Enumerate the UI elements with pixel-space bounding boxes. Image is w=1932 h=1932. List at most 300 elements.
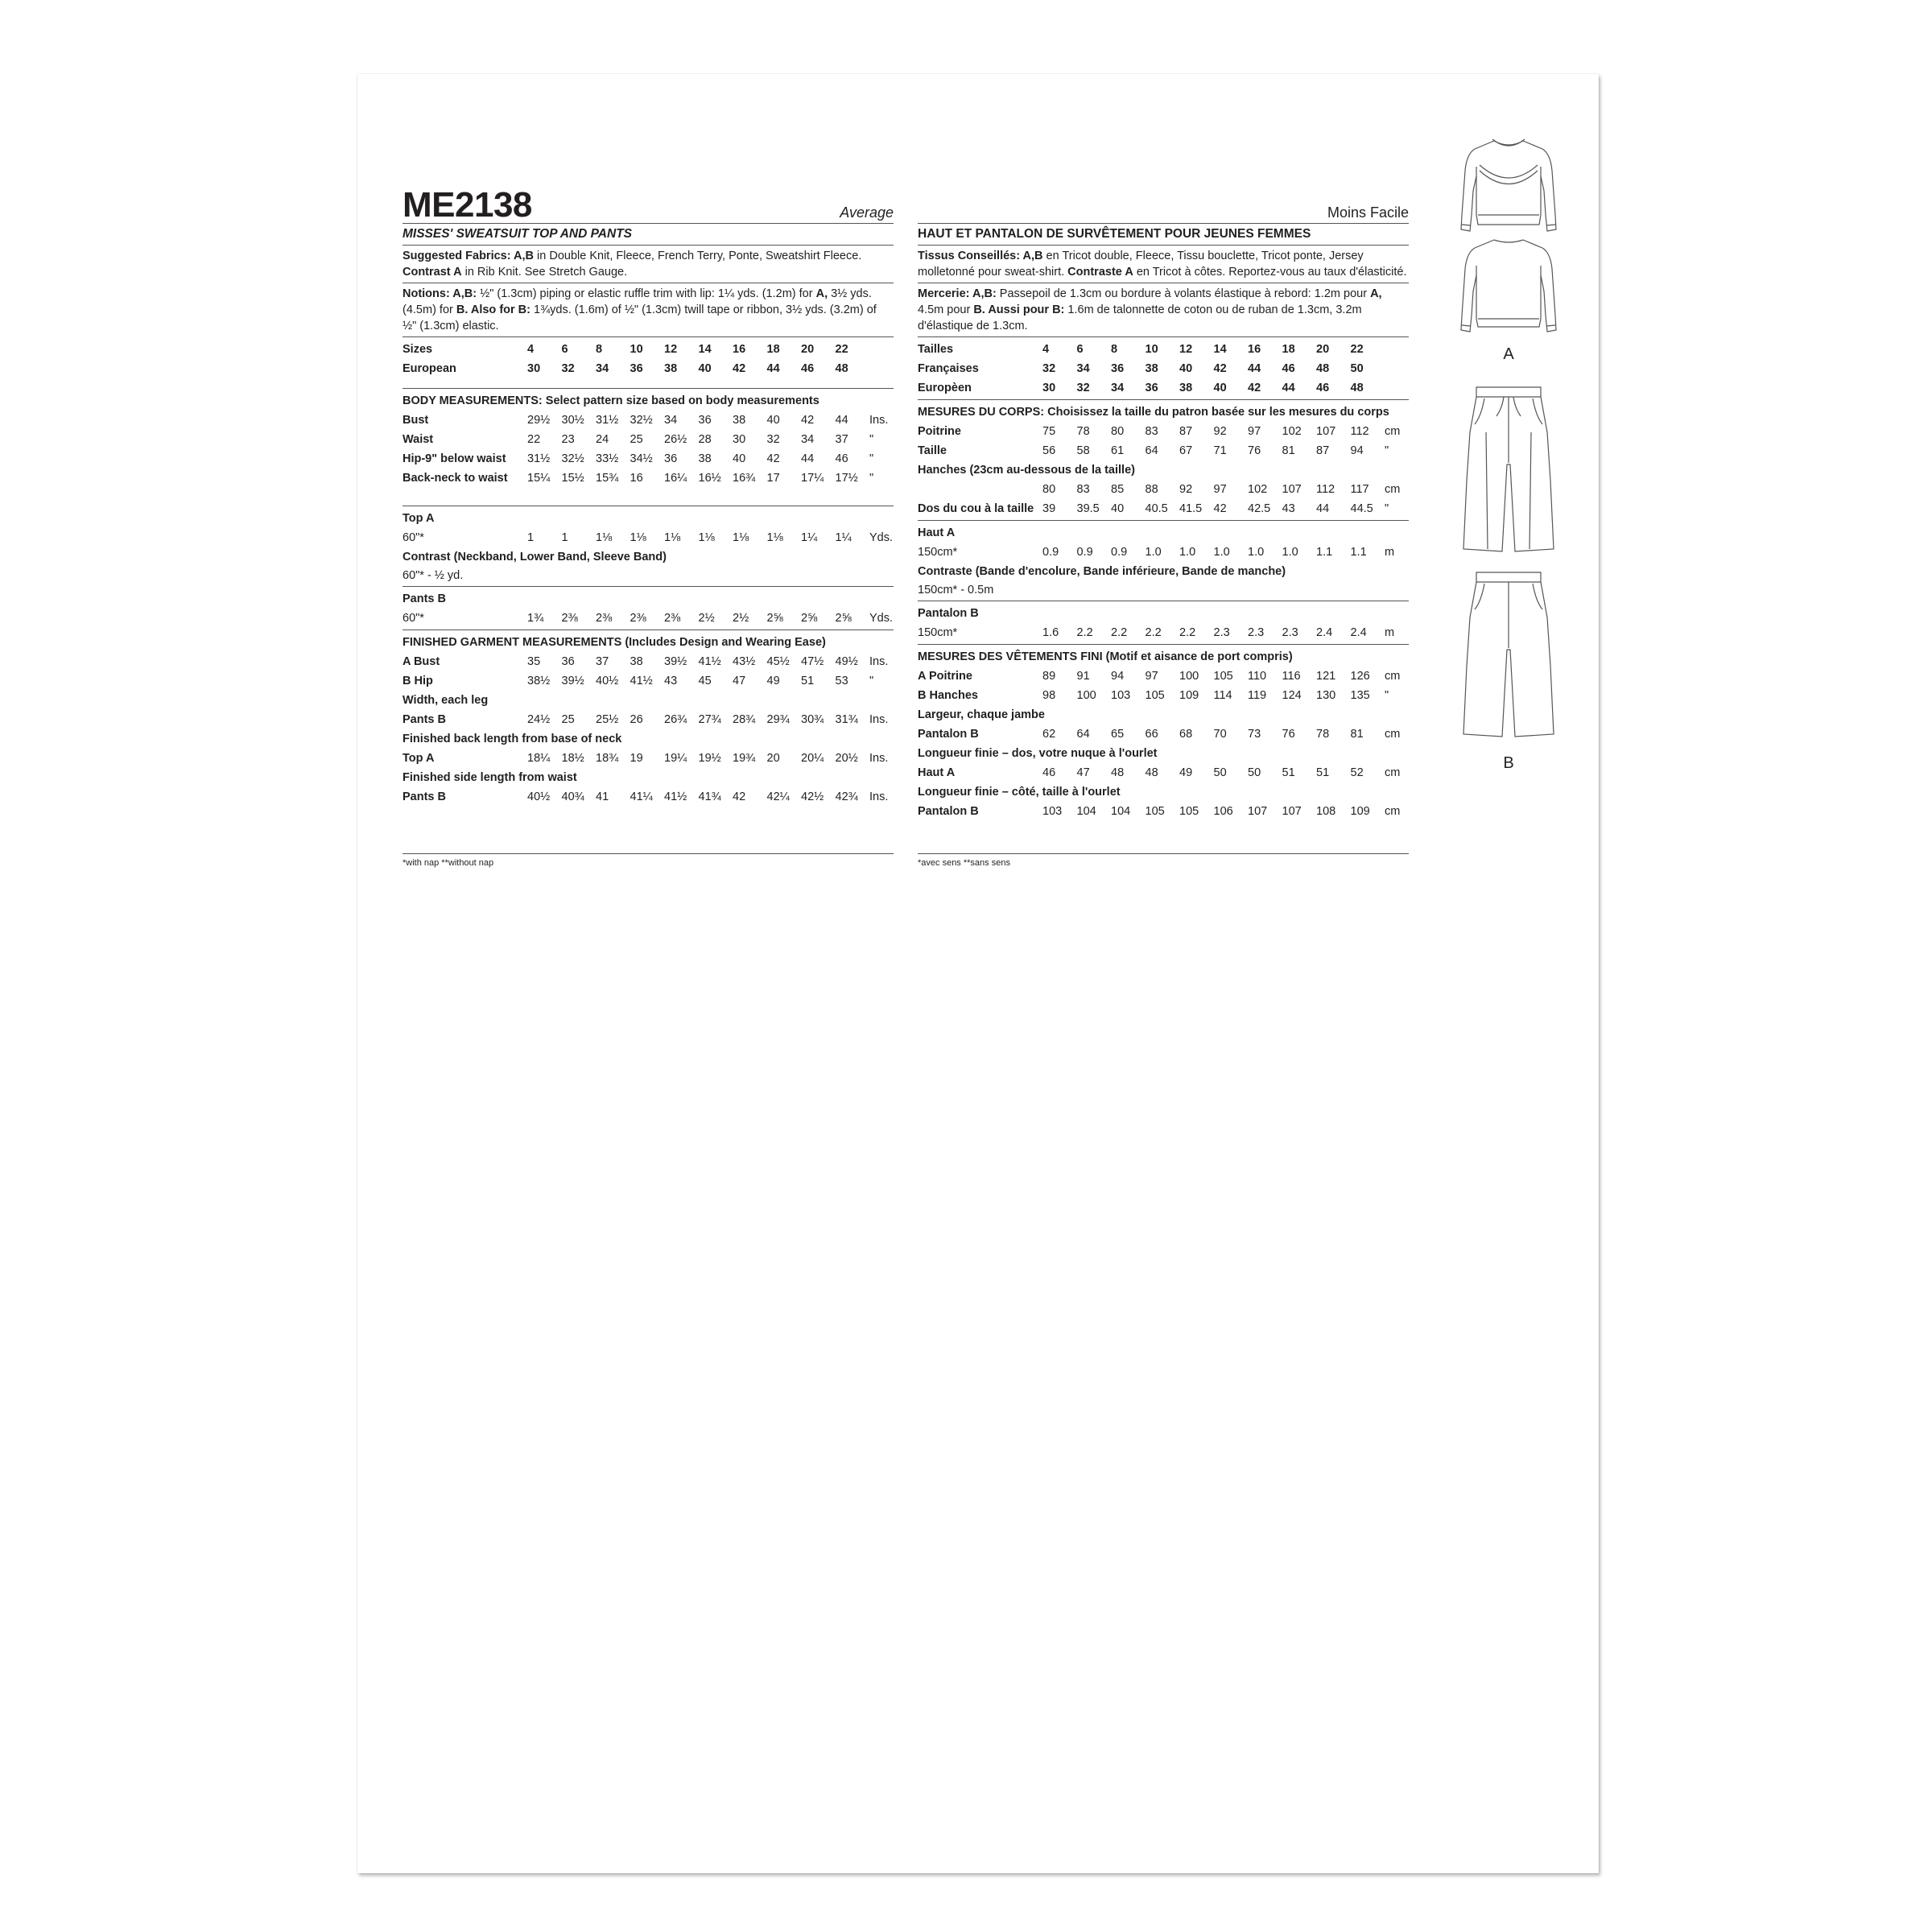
measure-row xyxy=(918,499,1409,518)
cell-value: 1.0 xyxy=(1282,546,1298,559)
cell-value: 1.0 xyxy=(1145,546,1162,559)
cell-value: 80 xyxy=(1042,483,1056,496)
unit-label: Yds. xyxy=(869,531,894,544)
measure-row xyxy=(918,802,1409,821)
row-values xyxy=(1042,378,1385,398)
cell-value: 61 xyxy=(1111,444,1125,457)
size-value: 34 xyxy=(1111,382,1125,394)
cell-value: 108 xyxy=(1316,805,1336,818)
finished-measurements-section xyxy=(918,645,1409,823)
footnote: *with nap **without nap xyxy=(402,853,894,868)
cell-value: 36 xyxy=(698,414,712,427)
cell-value: 73 xyxy=(1248,728,1261,741)
french-header xyxy=(918,183,1409,224)
size-value: 18 xyxy=(766,343,780,356)
cell-value: 49½ xyxy=(835,655,858,668)
row-label: A Bust xyxy=(402,655,440,668)
subsection-title: Longueur finie – dos, votre nuque à l'ourlet xyxy=(918,747,1158,760)
cell-value: 38 xyxy=(733,414,746,427)
notions-view-a: A, xyxy=(1370,287,1382,300)
pattern-title: HAUT ET PANTALON DE SURVÊTEMENT POUR JEUNES FEMMES xyxy=(918,224,1409,246)
pattern-title: MISSES' SWEATSUIT TOP AND PANTS xyxy=(402,224,894,246)
cell-value: 64 xyxy=(1145,444,1158,457)
size-value: 38 xyxy=(1179,382,1193,394)
unit-label: cm xyxy=(1385,670,1401,683)
cell-value: 20½ xyxy=(835,752,858,765)
cell-value: 38½ xyxy=(527,675,551,687)
cell-value: 42¾ xyxy=(835,791,858,803)
subsection-title: Finished back length from base of neck xyxy=(402,733,622,745)
notions-label: Notions: A,B: xyxy=(402,287,477,300)
cell-value: 2.3 xyxy=(1213,626,1230,639)
cell-value: 38 xyxy=(698,452,712,465)
measure-row xyxy=(918,686,1409,705)
cell-value: 39½ xyxy=(664,655,687,668)
cell-value: 26 xyxy=(630,713,643,726)
contrast-label: Contrast (Neckband, Lower Band, Sleeve Band) xyxy=(402,551,667,564)
row-label: Pantalon B xyxy=(918,728,979,741)
cell-value: 41¼ xyxy=(630,791,653,803)
row-label: Back-neck to waist xyxy=(402,472,508,485)
cell-value: 1⅛ xyxy=(698,531,715,544)
section-title: Pants B xyxy=(402,592,446,605)
notions-view-b: B. Also for B: xyxy=(456,303,530,316)
cell-value: 18¼ xyxy=(527,752,551,765)
yardage-row xyxy=(918,543,1409,562)
cell-value: 48 xyxy=(1145,766,1158,779)
european-sizes-row xyxy=(918,378,1409,398)
row-values xyxy=(527,340,869,359)
cell-value: 16½ xyxy=(698,472,721,485)
cell-value: 40 xyxy=(1111,502,1125,515)
size-value: 30 xyxy=(1042,382,1056,394)
section-title: MESURES DU CORPS: Choisissez la taille du patron basée sur les mesures du corps xyxy=(918,406,1389,419)
cell-value: 17¼ xyxy=(801,472,824,485)
subsection-title: Longueur finie – côté, taille à l'ourlet xyxy=(918,786,1121,799)
sizes-row xyxy=(918,340,1409,359)
cell-value: 2.3 xyxy=(1282,626,1298,639)
unit-label: " xyxy=(869,452,874,465)
size-value: 36 xyxy=(1145,382,1158,394)
cell-value: 100 xyxy=(1179,670,1199,683)
cell-value: 31¾ xyxy=(835,713,858,726)
cell-value: 24 xyxy=(596,433,609,446)
row-label: Dos du cou à la taille xyxy=(918,502,1034,515)
row-label xyxy=(918,480,1042,499)
row-label: Haut A xyxy=(918,766,956,779)
cell-value: 47 xyxy=(1076,766,1090,779)
cell-value: 1.6 xyxy=(1042,626,1059,639)
european-sizes-row xyxy=(402,359,894,378)
size-value: 6 xyxy=(1076,343,1084,356)
cell-value: 1⅛ xyxy=(630,531,646,544)
size-value: 34 xyxy=(1076,362,1090,375)
cell-value: 29½ xyxy=(527,414,551,427)
cell-value: 40¾ xyxy=(561,791,584,803)
measure-row xyxy=(918,763,1409,782)
contrast-note: 150cm* - 0.5m xyxy=(918,584,994,597)
unit-label: Yds. xyxy=(869,612,894,625)
cell-value: 81 xyxy=(1282,444,1295,457)
size-value: 42 xyxy=(1248,382,1261,394)
cell-value: 17 xyxy=(766,472,780,485)
size-value: 46 xyxy=(1316,382,1330,394)
cell-value: 85 xyxy=(1111,483,1125,496)
cell-value: 39 xyxy=(1042,502,1056,515)
size-value: 32 xyxy=(1042,362,1056,375)
cell-value: 26¾ xyxy=(664,713,687,726)
cell-value: 29¾ xyxy=(766,713,790,726)
cell-value: 51 xyxy=(1316,766,1330,779)
notions-text: Passepoil de 1.3cm ou bordure à volants élastique à rebord: 1.2m pour xyxy=(996,287,1371,300)
cell-value: 20¼ xyxy=(801,752,824,765)
difficulty-level: Average xyxy=(840,204,894,221)
cell-value: 104 xyxy=(1076,805,1096,818)
measure-row xyxy=(402,671,894,691)
cell-value: 83 xyxy=(1145,425,1158,438)
cell-value: 32½ xyxy=(561,452,584,465)
cell-value: 28¾ xyxy=(733,713,756,726)
body-measurements-section xyxy=(402,389,894,506)
sizes-section xyxy=(402,337,894,389)
cell-value: 39½ xyxy=(561,675,584,687)
cell-value: 33½ xyxy=(596,452,619,465)
cell-value: 44 xyxy=(801,452,815,465)
cell-value: 15¼ xyxy=(527,472,551,485)
cell-value: 109 xyxy=(1350,805,1370,818)
pattern-back-sheet xyxy=(357,74,1599,1873)
cell-value: 42 xyxy=(733,791,746,803)
size-value: 20 xyxy=(1316,343,1330,356)
size-value: 32 xyxy=(561,362,575,375)
cell-value: 1⅛ xyxy=(733,531,749,544)
cell-value: 0.9 xyxy=(1076,546,1093,559)
cell-value: 67 xyxy=(1179,444,1193,457)
cell-value: 64 xyxy=(1076,728,1090,741)
measure-row xyxy=(402,411,894,430)
pattern-code: ME2138 xyxy=(402,185,532,225)
sizes-section xyxy=(918,337,1409,400)
cell-value: 2⅜ xyxy=(664,612,681,625)
cell-value: 36 xyxy=(561,655,575,668)
size-value: 32 xyxy=(1076,382,1090,394)
cell-value: 43 xyxy=(1282,502,1295,515)
row-label: Bust xyxy=(402,414,429,427)
cell-value: 40.5 xyxy=(1145,502,1168,515)
yardage-pants-section xyxy=(402,587,894,630)
measure-row xyxy=(918,422,1409,441)
row-label: Sizes xyxy=(402,343,433,356)
unit-label: m xyxy=(1385,626,1395,639)
cell-value: 1¼ xyxy=(801,531,818,544)
size-value: 42 xyxy=(1213,362,1227,375)
cell-value: 51 xyxy=(1282,766,1295,779)
cell-value: 53 xyxy=(835,675,848,687)
notions-text: ½" (1.3cm) piping or elastic ruffle trim with lip: 1¼ yds. (1.2m) for xyxy=(477,287,816,300)
size-value: 44 xyxy=(1248,362,1261,375)
notions-label: Mercerie: A,B: xyxy=(918,287,997,300)
size-value: 16 xyxy=(1248,343,1261,356)
section-title: Haut A xyxy=(918,526,956,539)
fabrics-contrast-label: Contraste A xyxy=(1067,266,1133,279)
cell-value: 81 xyxy=(1350,728,1364,741)
cell-value: 94 xyxy=(1350,444,1364,457)
cell-value: 91 xyxy=(1076,670,1090,683)
cell-value: 34 xyxy=(664,414,678,427)
suggested-fabrics xyxy=(402,246,894,283)
yardage-row xyxy=(918,623,1409,642)
cell-value: 76 xyxy=(1248,444,1261,457)
cell-value: 98 xyxy=(1042,689,1056,702)
unit-label: Ins. xyxy=(869,791,889,803)
cell-value: 37 xyxy=(835,433,848,446)
measure-row xyxy=(918,441,1409,460)
size-value: 30 xyxy=(527,362,541,375)
cell-value: 103 xyxy=(1042,805,1063,818)
cell-value: 124 xyxy=(1282,689,1302,702)
cell-value: 42 xyxy=(766,452,780,465)
english-column xyxy=(402,183,894,808)
cell-value: 52 xyxy=(1350,766,1364,779)
yardage-pants-section xyxy=(918,601,1409,645)
cell-value: 87 xyxy=(1179,425,1193,438)
size-value: 12 xyxy=(664,343,678,356)
french-column xyxy=(918,183,1409,823)
cell-value: 2⅜ xyxy=(561,612,578,625)
measure-row xyxy=(402,430,894,449)
cell-value: 1.0 xyxy=(1179,546,1196,559)
cell-value: 65 xyxy=(1111,728,1125,741)
cell-value: 19 xyxy=(630,752,643,765)
cell-value: 2.4 xyxy=(1350,626,1367,639)
row-label: A Poitrine xyxy=(918,670,972,683)
unit-label: Ins. xyxy=(869,414,889,427)
unit-label: Ins. xyxy=(869,752,889,765)
cell-value: 110 xyxy=(1248,670,1267,683)
notions-text: 4.5m pour xyxy=(918,303,974,316)
cell-value: 1 xyxy=(527,531,535,544)
cell-value: 27¾ xyxy=(698,713,721,726)
cell-value: 89 xyxy=(1042,670,1056,683)
finished-measurements-section xyxy=(402,630,894,808)
cell-value: 23 xyxy=(561,433,575,446)
cell-value: 45 xyxy=(698,675,712,687)
cell-value: 41¾ xyxy=(698,791,721,803)
size-value: 10 xyxy=(1145,343,1158,356)
cell-value: 58 xyxy=(1076,444,1090,457)
cell-value: 32 xyxy=(766,433,780,446)
row-values xyxy=(527,359,869,378)
cell-value: 107 xyxy=(1248,805,1268,818)
cell-value: 109 xyxy=(1179,689,1199,702)
cell-value: 116 xyxy=(1282,670,1301,683)
size-value: 48 xyxy=(835,362,848,375)
size-value: 8 xyxy=(596,343,603,356)
yardage-top-section xyxy=(918,521,1409,601)
size-value: 22 xyxy=(835,343,848,356)
cell-value: 2½ xyxy=(733,612,749,625)
notions-text: 1¾yds. (1.6m) of ½" (1.3cm) twill tape or ribbon, 3½ yds. (3.2m) of ½" (1.3cm) elastic. xyxy=(402,303,877,332)
cell-value: 68 xyxy=(1179,728,1193,741)
fabrics-text: en Tricot double, Fleece, Tissu bouclette, Tricot ponte, Jersey molletonné pour sweat-shirt. xyxy=(918,250,1364,279)
cell-value: 47 xyxy=(733,675,746,687)
unit-label: " xyxy=(869,675,874,687)
cell-value: 76 xyxy=(1282,728,1295,741)
cell-value: 92 xyxy=(1213,425,1227,438)
cell-value: 66 xyxy=(1145,728,1158,741)
measure-row xyxy=(402,749,894,768)
fabrics-contrast-label: Contrast A xyxy=(402,266,462,279)
cell-value: 40 xyxy=(733,452,746,465)
size-value: 40 xyxy=(698,362,712,375)
section-title: MESURES DES VÊTEMENTS FINI (Motif et aisance de port compris) xyxy=(918,650,1293,663)
cell-value: 70 xyxy=(1213,728,1227,741)
cell-value: 75 xyxy=(1042,425,1056,438)
cell-value: 105 xyxy=(1213,670,1233,683)
cell-value: 45½ xyxy=(766,655,790,668)
cell-value: 0.9 xyxy=(1111,546,1128,559)
cell-value: 20 xyxy=(766,752,780,765)
cell-value: 92 xyxy=(1179,483,1193,496)
cell-value: 42 xyxy=(1213,502,1227,515)
row-label: 60"* xyxy=(402,612,424,625)
notions xyxy=(918,283,1409,337)
view-a-label: A xyxy=(1503,345,1514,363)
size-value: 4 xyxy=(1042,343,1050,356)
fabrics-contrast-text: in Rib Knit. See Stretch Gauge. xyxy=(461,266,628,279)
cell-value: 16¼ xyxy=(664,472,687,485)
cell-value: 2½ xyxy=(698,612,715,625)
unit-label: " xyxy=(1385,689,1389,702)
cell-value: 102 xyxy=(1282,425,1302,438)
cell-value: 1.0 xyxy=(1213,546,1230,559)
row-label: Pants B xyxy=(402,713,446,726)
size-value: 18 xyxy=(1282,343,1295,356)
difficulty-level: Moins Facile xyxy=(1327,204,1409,221)
unit-label: m xyxy=(1385,546,1395,559)
cell-value: 49 xyxy=(766,675,780,687)
cell-value: 2.4 xyxy=(1316,626,1333,639)
suggested-fabrics xyxy=(918,246,1409,283)
cell-value: 17½ xyxy=(835,472,858,485)
cell-value: 24½ xyxy=(527,713,551,726)
cell-value: 78 xyxy=(1076,425,1090,438)
subsection-title: Finished side length from waist xyxy=(402,771,577,784)
row-label: Pantalon B xyxy=(918,805,979,818)
unit-label: " xyxy=(1385,502,1389,515)
unit-label: cm xyxy=(1385,766,1401,779)
row-values xyxy=(1042,359,1385,378)
cell-value: 107 xyxy=(1282,805,1302,818)
cell-value: 16 xyxy=(630,472,643,485)
cell-value: 105 xyxy=(1179,805,1199,818)
row-label: Waist xyxy=(402,433,434,446)
cell-value: 26½ xyxy=(664,433,687,446)
pants-front-drawing xyxy=(1452,384,1565,561)
cell-value: 83 xyxy=(1076,483,1090,496)
cell-value: 102 xyxy=(1248,483,1268,496)
size-value: 38 xyxy=(1145,362,1158,375)
cell-value: 2.3 xyxy=(1248,626,1265,639)
cell-value: 44.5 xyxy=(1350,502,1373,515)
cell-value: 15¾ xyxy=(596,472,619,485)
cell-value: 41 xyxy=(596,791,609,803)
cell-value: 30 xyxy=(733,433,746,446)
unit-label: " xyxy=(869,433,874,446)
fabrics-text: in Double Knit, Fleece, French Terry, Ponte, Sweatshirt Fleece. xyxy=(534,250,862,262)
fabrics-label: Tissus Conseillés: A,B xyxy=(918,250,1043,262)
cell-value: 2⅝ xyxy=(766,612,783,625)
cell-value: 44 xyxy=(835,414,848,427)
cell-value: 43 xyxy=(664,675,678,687)
measure-row xyxy=(402,449,894,469)
cell-value: 42 xyxy=(801,414,815,427)
contrast-label: Contraste (Bande d'encolure, Bande inférieure, Bande de manche) xyxy=(918,565,1286,578)
fabrics-contrast-text: en Tricot à côtes. Reportez-vous au taux d'élasticité. xyxy=(1133,266,1407,279)
row-label: Poitrine xyxy=(918,425,961,438)
unit-label: cm xyxy=(1385,483,1401,496)
cell-value: 2⅜ xyxy=(630,612,646,625)
cell-value: 103 xyxy=(1111,689,1131,702)
cell-value: 0.9 xyxy=(1042,546,1059,559)
cell-value: 36 xyxy=(664,452,678,465)
cell-value: 105 xyxy=(1145,805,1165,818)
cell-value: 50 xyxy=(1248,766,1261,779)
cell-value: 107 xyxy=(1282,483,1302,496)
measure-row xyxy=(918,667,1409,686)
cell-value: 2.2 xyxy=(1076,626,1093,639)
unit-label: " xyxy=(869,472,874,485)
size-value: 36 xyxy=(630,362,643,375)
cell-value: 28 xyxy=(698,433,712,446)
cell-value: 97 xyxy=(1145,670,1158,683)
cell-value: 117 xyxy=(1350,483,1369,496)
size-value: 12 xyxy=(1179,343,1193,356)
unit-label: cm xyxy=(1385,728,1401,741)
size-value: 16 xyxy=(733,343,746,356)
cell-value: 40½ xyxy=(527,791,551,803)
cell-value: 135 xyxy=(1350,689,1370,702)
footnote: *avec sens **sans sens xyxy=(918,853,1409,868)
section-title: Top A xyxy=(402,512,435,525)
cell-value: 119 xyxy=(1248,689,1267,702)
cell-value: 42¼ xyxy=(766,791,790,803)
cell-value: 114 xyxy=(1213,689,1232,702)
cell-value: 18½ xyxy=(561,752,584,765)
notions-text: 3½ yds. (4.5m) for xyxy=(402,287,872,316)
section-title: FINISHED GARMENT MEASUREMENTS (Includes Design and Wearing Ease) xyxy=(402,636,826,649)
yardage-row xyxy=(402,609,894,628)
notions-view-b: B. Aussi pour B: xyxy=(973,303,1065,316)
row-label: Hip-9" below waist xyxy=(402,452,506,465)
cell-value: 42½ xyxy=(801,791,824,803)
english-header xyxy=(402,183,894,224)
cell-value: 41½ xyxy=(630,675,653,687)
cell-value: 48 xyxy=(1111,766,1125,779)
cell-value: 1.1 xyxy=(1316,546,1333,559)
row-values xyxy=(1042,340,1385,359)
cell-value: 19¾ xyxy=(733,752,756,765)
row-label: Top A xyxy=(402,752,435,765)
cell-value: 47½ xyxy=(801,655,824,668)
size-value: 44 xyxy=(766,362,780,375)
section-title: BODY MEASUREMENTS: Select pattern size based on body measurements xyxy=(402,394,819,407)
cell-value: 78 xyxy=(1316,728,1330,741)
cell-value: 19½ xyxy=(698,752,721,765)
cell-value: 2⅝ xyxy=(835,612,852,625)
size-value: 46 xyxy=(1282,362,1295,375)
cell-value: 97 xyxy=(1248,425,1261,438)
